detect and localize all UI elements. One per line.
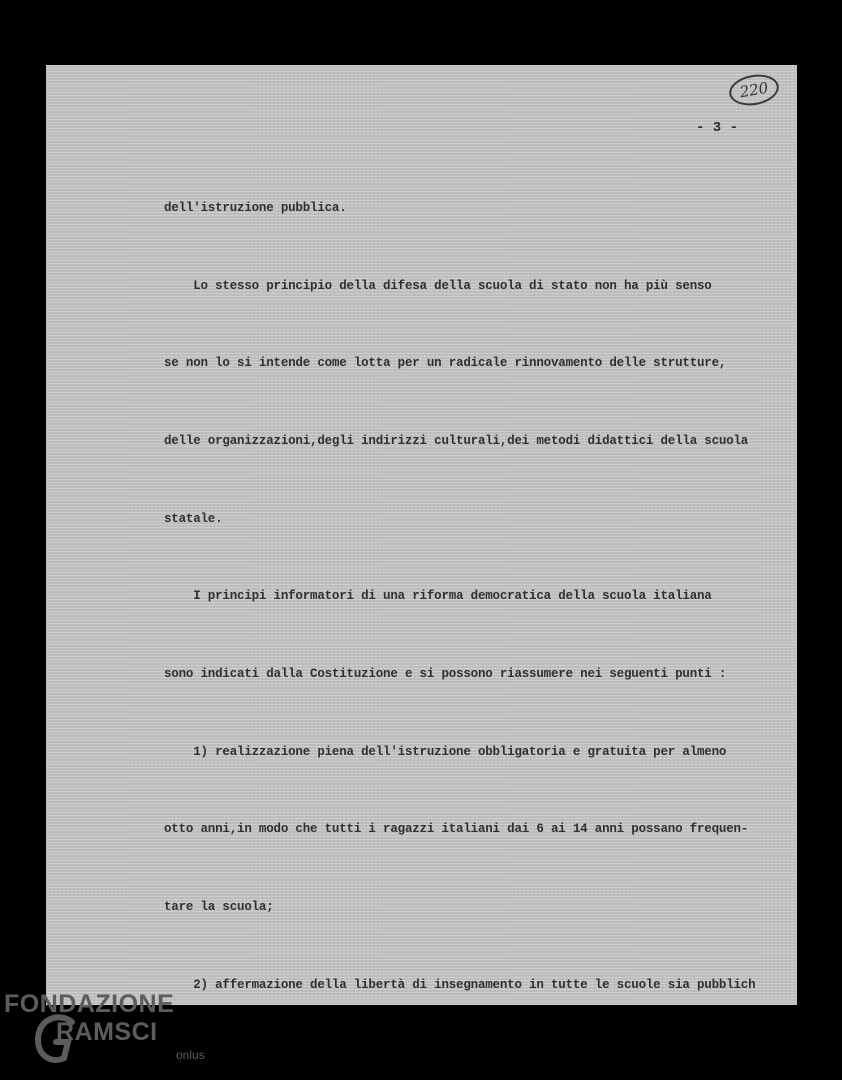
text-line: delle organizzazioni,degli indirizzi culturali,dei metodi didattici della scuola: [164, 433, 749, 448]
text-line: dell'istruzione pubblica.: [164, 200, 347, 215]
text-line: tare la scuola;: [164, 900, 274, 915]
text-line: I principi informatori di una riforma democratica della scuola italiana: [164, 589, 712, 604]
text-line: Lo stesso principio della difesa della scuola di stato non ha più senso: [164, 278, 712, 293]
text-line: otto anni,in modo che tutti i ragazzi italiani dai 6 ai 14 anni possano frequen-: [164, 822, 749, 837]
text-line: sono indicati dalla Costituzione e si possono riassumere nei seguenti punti :: [164, 667, 727, 682]
archive-stamp: 220: [727, 71, 781, 109]
logo-text-fondazione: FONDAZIONE: [4, 990, 175, 1018]
fondazione-gramsci-logo: [4, 990, 214, 1075]
text-line: 1) realizzazione piena dell'istruzione obbligatoria e gratuita per almeno: [164, 744, 727, 759]
text-line: se non lo si intende come lotta per un radicale rinnovamento delle strutture,: [164, 356, 727, 371]
text-line: statale.: [164, 511, 223, 526]
logo-text-onlus: onlus: [176, 1048, 205, 1062]
text-line: 2) affermazione della libertà di insegnamento in tutte le scuole sia pubblich: [164, 977, 756, 992]
page-number: - 3 -: [696, 120, 739, 136]
logo-text-gramsci: RAMSCI: [56, 1018, 158, 1046]
document-body: [164, 144, 776, 1005]
document-page: [46, 65, 797, 1005]
